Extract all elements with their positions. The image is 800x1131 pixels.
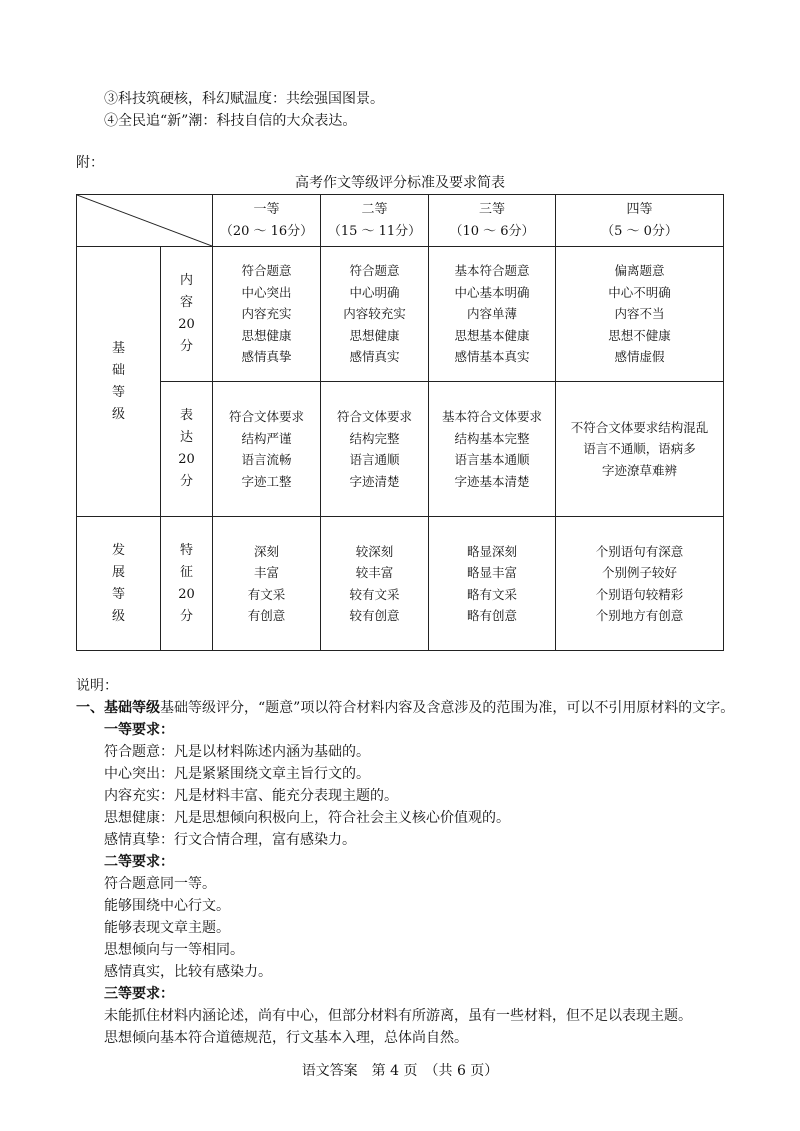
grade-range: （5 ～ 0分） [601,223,678,239]
section-1-heading: 一等要求： [104,722,174,738]
criterion: 内容单薄 [466,306,517,322]
criterion: 中心突出 [241,284,292,300]
criterion: 符合文体要求 [228,409,304,424]
criterion: 字迹基本清楚 [454,473,530,489]
section-1-line: 中心突出：凡是紧紧围绕文章主旨行文的。 [104,766,370,782]
label-char: 内 [179,273,193,288]
grade-name: 四等 [626,201,653,217]
criterion: 个别语句有深意 [595,543,684,559]
criterion: 语言流畅 [241,452,292,467]
criterion: 内容较充实 [343,306,406,322]
criterion: 基本符合题意 [454,263,530,279]
section-3-line: 未能抓住材料内涵论述，尚有中心，但部分材料有所游离，虽有一些材料，但不足以表现主题。 [104,1008,692,1024]
label-char: 等 [111,586,125,602]
section-1-line: 内容充实：凡是材料丰富、能充分表现主题的。 [104,788,398,804]
page-footer: 语文答案 第 4 页 （共 6 页） [301,1063,499,1079]
criterion: 符合文体要求 [336,409,412,424]
criterion: 内容不当 [614,306,665,322]
notes-label: 说明： [76,678,118,694]
criterion: 字迹工整 [241,473,292,489]
criterion: 较深刻 [355,543,394,559]
grade-name: 三等 [478,201,505,217]
criterion: 结构严谨 [241,430,292,446]
criterion: 有文采 [247,586,286,602]
appendix-label: 附： [76,155,104,171]
criterion: 感情真挚 [241,349,292,365]
criterion: 个别语句较精彩 [595,586,684,602]
grading-table [76,194,724,651]
expression-grade-4 [556,382,724,517]
section-2-line: 思想倾向与一等相同。 [104,942,244,958]
feature-grade-1 [213,517,321,651]
label-char: 分 [179,339,193,354]
label-char: 20 [178,586,195,602]
section-2-line: 感情真实，比较有感染力。 [104,964,272,980]
label-char: 级 [111,608,125,624]
criterion: 个别地方有创意 [595,608,684,623]
criterion: 较有文采 [349,586,400,602]
criterion: 结构基本完整 [454,430,530,446]
expression-grade-3 [429,382,556,517]
grade-header-2 [321,195,429,247]
criterion: 感情虚假 [614,349,665,365]
criterion: 中心不明确 [608,284,671,300]
criterion: 略显丰富 [466,565,517,580]
label-char: 达 [179,430,193,445]
content-grade-1 [213,247,321,382]
criterion: 结构完整 [349,430,400,446]
section-1-line: 思想健康：凡是思想倾向积极向上，符合社会主义核心价值观的。 [104,810,510,826]
label-char: 20 [178,317,195,332]
grade-header-1 [213,195,321,247]
section-2-line: 能够围绕中心行文。 [104,898,230,914]
criterion: 语言通顺 [349,452,400,467]
section-1-line: 感情真挚：行文合情合理，富有感染力。 [104,832,356,848]
notes-intro-heading: 一、基础等级 [76,700,160,716]
criterion: 字迹潦草难辨 [601,462,677,478]
label-char: 级 [111,406,125,422]
label-char: 础 [111,362,125,378]
section-3-line: 思想倾向基本符合道德规范，行文基本入理，总体尚自然。 [104,1030,468,1046]
notes-intro [76,699,734,717]
grade-range: （20 ～ 16分） [219,223,314,239]
section-1-line: 符合题意：凡是以材料陈述内涵为基础的。 [104,744,370,760]
label-char: 发 [111,542,125,558]
criterion: 深刻 [253,543,279,559]
criterion: 思想不健康 [608,327,671,343]
section-2-line: 能够表现文章主题。 [104,920,230,936]
diagonal-line [77,195,212,246]
development-level-label [77,517,161,651]
criterion: 略有创意 [466,608,517,623]
diagonal-corner-cell [77,195,213,247]
criterion: 略有文采 [466,586,517,602]
content-grade-3 [429,247,556,382]
label-char: 等 [111,384,125,400]
criterion: 字迹清楚 [349,473,400,489]
label-char: 表 [179,408,193,423]
criterion: 中心明确 [349,284,400,300]
criterion: 有创意 [247,608,286,623]
grade-name: 一等 [253,201,280,217]
criterion: 基本符合文体要求 [441,409,542,424]
criterion: 较有创意 [349,608,400,623]
criterion: 丰富 [253,565,279,580]
notes-intro-text: 基础等级评分，“题意”项以符合材料内容及含意涉及的范围为准，可以不引用原材料的文字。 [160,700,735,716]
criterion: 内容充实 [241,306,292,322]
label-char: 容 [179,295,193,310]
table-row-content [77,247,724,382]
basic-level-label [77,247,161,517]
criterion: 不符合文体要求结构混乱 [570,419,709,435]
feature-grade-4 [556,517,724,651]
feature-label [161,517,213,651]
criterion: 语言基本通顺 [454,452,530,467]
top-line-3: ③科技筑硬核，科幻赋温度：共绘强国图景。 [104,91,384,107]
criterion: 较丰富 [355,565,394,580]
criterion: 略显深刻 [466,543,517,559]
criterion: 思想健康 [349,327,400,343]
content-grade-4 [556,247,724,382]
table-title: 高考作文等级评分标准及要求简表 [295,175,505,191]
criterion: 感情基本真实 [454,349,530,365]
expression-grade-2 [321,382,429,517]
criterion: 中心基本明确 [454,284,530,300]
content-grade-2 [321,247,429,382]
label-char: 分 [179,474,193,489]
section-3-heading: 三等要求： [104,986,174,1002]
criterion: 个别例子较好 [601,565,677,580]
criterion: 思想健康 [241,327,292,343]
label-char: 特 [179,542,193,558]
top-line-4: ④全民追“新”潮：科技自信的大众表达。 [104,113,357,129]
criterion: 符合题意 [241,263,292,279]
grade-header-3 [429,195,556,247]
label-char: 征 [179,564,193,580]
grade-range: （15 ～ 11分） [327,223,422,239]
table-header-row [77,195,724,247]
feature-grade-3 [429,517,556,651]
table-row-expression [77,382,724,517]
label-char: 分 [179,608,193,624]
label-char: 展 [111,564,125,580]
table-row-feature [77,517,724,651]
criterion: 符合题意 [349,263,400,279]
criterion: 语言不通顺，语病多 [583,441,696,457]
grade-range: （10 ～ 6分） [449,223,535,239]
section-2-line: 符合题意同一等。 [104,876,216,892]
criterion: 偏离题意 [614,263,665,279]
feature-grade-2 [321,517,429,651]
grade-name: 二等 [361,201,388,217]
label-char: 20 [178,452,195,467]
criterion: 感情真实 [349,349,400,365]
content-label [161,247,213,382]
expression-grade-1 [213,382,321,517]
criterion: 思想基本健康 [454,327,530,343]
grade-header-4 [556,195,724,247]
section-2-heading: 二等要求： [104,854,174,870]
label-char: 基 [111,340,125,356]
expression-label [161,382,213,517]
